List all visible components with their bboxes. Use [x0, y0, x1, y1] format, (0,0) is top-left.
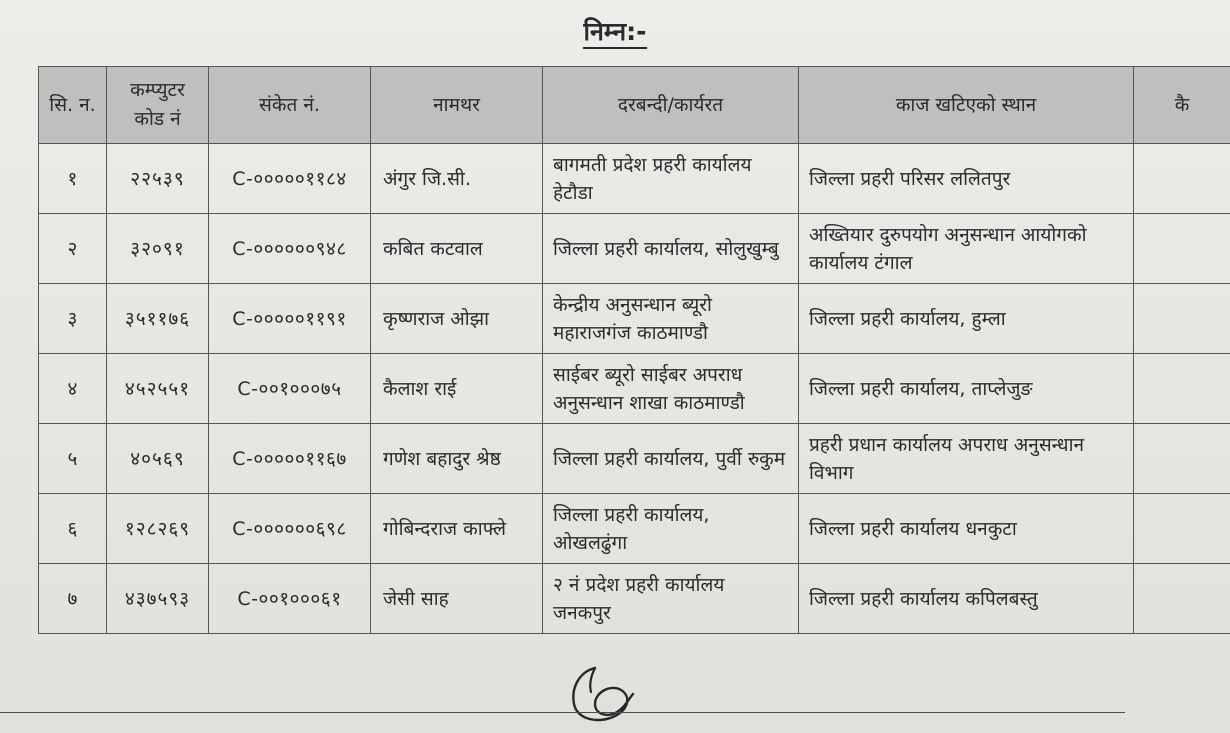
table-row: [39, 284, 1230, 354]
cell-post: बागमती प्रदेश प्रहरी कार्यालय हेटौडा: [543, 144, 799, 214]
cell-sn: ७: [39, 564, 107, 634]
table-row: [39, 564, 1230, 634]
cell-symbol-no: C-०००००११८४: [209, 144, 371, 214]
cell-remarks: [1134, 284, 1230, 354]
cell-post: जिल्ला प्रहरी कार्यालय, ओखलढुंगा: [543, 494, 799, 564]
table-row: [39, 424, 1230, 494]
cell-symbol-no: C-००१०००७५: [209, 354, 371, 424]
cell-sn: ५: [39, 424, 107, 494]
cell-symbol-no: C-००००००९४८: [209, 214, 371, 284]
signature-mark: [565, 662, 637, 726]
header-post: दरबन्दी/कार्यरत: [543, 67, 799, 144]
cell-name: कृष्णराज ओझा: [371, 284, 543, 354]
cell-sn: ६: [39, 494, 107, 564]
cell-post: जिल्ला प्रहरी कार्यालय, सोलुखुम्बु: [543, 214, 799, 284]
cell-remarks: [1134, 214, 1230, 284]
page-heading-text: निम्न:-: [583, 17, 646, 49]
cell-post: २ नं प्रदेश प्रहरी कार्यालय जनकपुर: [543, 564, 799, 634]
cell-remarks: [1134, 564, 1230, 634]
cell-name: जेसी साह: [371, 564, 543, 634]
cell-sn: ४: [39, 354, 107, 424]
page-heading: [0, 14, 1230, 48]
cell-deputation-place: अख्तियार दुरुपयोग अनुसन्धान आयोगको कार्यालय टंगाल: [799, 214, 1134, 284]
cell-post: साईबर ब्यूरो साईबर अपराध अनुसन्धान शाखा काठमाण्डौ: [543, 354, 799, 424]
table-row: [39, 494, 1230, 564]
table-header-row: [39, 67, 1230, 144]
header-deputation-place: काज खटिएको स्थान: [799, 67, 1134, 144]
header-sn: सि. न.: [39, 67, 107, 144]
cell-deputation-place: जिल्ला प्रहरी परिसर ललितपुर: [799, 144, 1134, 214]
header-symbol-no: संकेत नं.: [209, 67, 371, 144]
cell-sn: ३: [39, 284, 107, 354]
cell-symbol-no: C-०००००११६७: [209, 424, 371, 494]
cell-remarks: [1134, 494, 1230, 564]
table-row: [39, 144, 1230, 214]
cell-deputation-place: जिल्ला प्रहरी कार्यालय धनकुटा: [799, 494, 1134, 564]
cell-deputation-place: जिल्ला प्रहरी कार्यालय, ताप्लेजुङ: [799, 354, 1134, 424]
cell-remarks: [1134, 424, 1230, 494]
cell-computer-code: ४५२५५१: [107, 354, 209, 424]
cell-name: गोबिन्दराज काफ्ले: [371, 494, 543, 564]
cell-symbol-no: C-०००००११९१: [209, 284, 371, 354]
cell-sn: १: [39, 144, 107, 214]
cell-remarks: [1134, 144, 1230, 214]
cell-computer-code: १२८२६९: [107, 494, 209, 564]
cell-name: कैलाश राई: [371, 354, 543, 424]
cell-deputation-place: जिल्ला प्रहरी कार्यालय कपिलबस्तु: [799, 564, 1134, 634]
personnel-table: [38, 66, 1230, 634]
cell-computer-code: ४३७५९३: [107, 564, 209, 634]
cell-symbol-no: C-००००००६९८: [209, 494, 371, 564]
cell-symbol-no: C-००१०००६१: [209, 564, 371, 634]
cell-computer-code: ३२०९१: [107, 214, 209, 284]
cell-deputation-place: प्रहरी प्रधान कार्यालय अपराध अनुसन्धान विभाग: [799, 424, 1134, 494]
cell-name: अंगुर जि.सी.: [371, 144, 543, 214]
cell-computer-code: ४०५६९: [107, 424, 209, 494]
table-row: [39, 354, 1230, 424]
table-row: [39, 214, 1230, 284]
cell-computer-code: २२५३९: [107, 144, 209, 214]
bottom-rule: [0, 712, 1125, 713]
cell-name: गणेश बहादुर श्रेष्ठ: [371, 424, 543, 494]
cell-post: जिल्ला प्रहरी कार्यालय, पुर्वी रुकुम: [543, 424, 799, 494]
cell-sn: २: [39, 214, 107, 284]
cell-remarks: [1134, 354, 1230, 424]
cell-computer-code: ३५११७६: [107, 284, 209, 354]
header-remarks: कै: [1134, 67, 1230, 144]
header-computer-code: कम्प्युटर कोड नं: [107, 67, 209, 144]
cell-name: कबित कटवाल: [371, 214, 543, 284]
cell-post: केन्द्रीय अनुसन्धान ब्यूरो महाराजगंज काठमाण्डौ: [543, 284, 799, 354]
header-name: नामथर: [371, 67, 543, 144]
cell-deputation-place: जिल्ला प्रहरी कार्यालय, हुम्ला: [799, 284, 1134, 354]
